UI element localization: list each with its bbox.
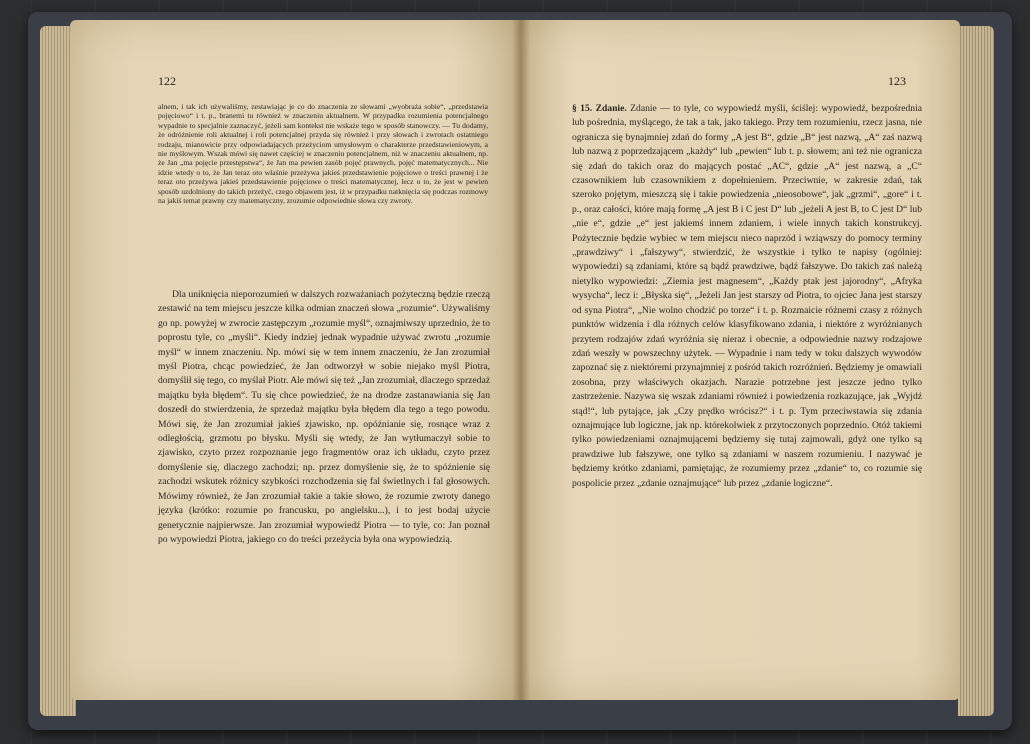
small-print-text: alnem, i tak ich używaliśmy, zestawiając je co do znaczenia ze słowami „wyobraża sobie“, „przedstawia pojęciowo“ i t. p., branemi tu również w znaczeniu aktualnem. W przypadku rozumienia potencjalnego wypadnie to specjalnie zaznaczyć, jeżeli sam kontekst nie wskaże tego w sposób stanowczy. — Tu dodamy, że odróżnienie roli aktualnej i roli potencjalnej przyda się również i przy słowach i zwrotach ostatniego rodzaju, mianowicie przy odpowiadających przeżyciom umysłowym o charakterze przedstawieniowym, a nie myślowym. Wszak mówi się nawet częściej w znaczeniu potencjalnem, niż w znaczeniu aktualnem, np. że Jan „ma pojęcie przestępstwa“, że Jan ma pewien zasób pojęć prawnych, pojęć matematycznych... Nie idzie wtedy o to, że Jan teraz oto właśnie przeżywa jakieś przedstawienie pojęciowe o treści prawnej i że teraz oto przeżywa jakieś przedstawienie pojęciowe o treści matematycznej, lecz o to, że jest w pewien sposób uzdolniony do takich przeżyć, czego objawem jest, iż w przypadku natknięcia się podczas rozmowy na jakiś temat prawny czy matematyczny, zrozumie odpowiednie słowa czy zwroty. — [158, 102, 488, 206]
section-heading: § 15. Zdanie. — [572, 103, 627, 114]
right-paragraph-text: Zdanie — to tyle, co wypowiedź myśli, ściślej: wypowiedź, bezpośrednia lub pośrednia, myślącego, że tak a tak, jako takiego. Przy tem rozumieniu, rzecz jasna, nie ogranicza się bynajmniej zdań do formy „A jest B“, gdzie „B“ jest nazwą, „A“ zaś nazwą lub nazwą z poprzedzającem „każdy“ lub „pewien“ lub t. p. słowem; ani też nie ogranicza się zdań do takich oraz do mających postać „AC“, gdzie „A“ jest nazwą, a „C“ czasownikiem lub czasownikiem z dopełnieniem. Przeciwnie, w zakresie zdań, tak szeroko pojętym, mieszczą się i takie powiedzenia „nieosobowe“, jak „grzmi“, „gore“ i t. p., oraz całości, które mają formę „A jest B i C jest D“ lub „jeżeli A jest B, to C jest D“ lub „nie e“, gdzie „e“ jest jakiemś innem zdaniem, i wiele innych takich konstrukcyj. Pożytecznie będzie wybiec w tem miejscu nieco naprzód i wziąwszy do pomocy terminy „prawdziwy“ i „fałszywy“, stwierdzić, że wszystkie i tylko te napisy (ogólniej: wypowiedzi) są zdaniami, które są bądź prawdziwe, bądź fałszywe. Do takich zaś należą nietylko wypowiedzi: „Ziemia jest magnesem“, „Każdy ptak jest jajorodny“, „Afryka wysycha“, lecz i: „Błyska się“, „Jeżeli Jan jest starszy od Piotra, to ojciec Jana jest starszy od syna Piotra“, „Nie wolno chodzić po torze“ i t. p. Rozmaicie różnemi czasy z różnych punktów widzenia i dla różnych celów klasyfikowano zdania, i niektóre z wyróżnianych przytem rodzajów zdań wyróżnia się nieraz i obecnie, a odpowiednie nazwy rodzajowe zdań weszły w powszechny użytek. — Wypadnie i nam tedy w toku dalszych wywodów zapoznać się z niektóremi przynajmniej z pośród takich rozróżnień. Będziemy je omawiali zosobna, przy właściwych okazjach. Narazie potrzebne jest jeszcze jedno tylko zastrzeżenie. Nazywa się wszak zdaniami również i powiedzenia rozkazujące, jak „Wyjdź stąd!“, lub pytające, jak „Czy prędko wrócisz?“ i t. p. Tym przeciwstawia się zdania oznajmujące lub logiczne, jak np. którekolwiek z przytoczonych poprzednio. Otóż takiemi tylko powiedzeniami oznajmującemi będziemy się tutaj zajmowali, gdyż one tylko są prawdziwe lub fałszywe, one tylko są zdaniami w naszem rozumieniu. I nazywać je będziemy krótko zdaniami, pamiętając, że rozumiemy przez „zdanie“ to, co rozumie się pospolicie przez „zdanie oznajmujące“ lub przez „zdanie logiczne“. — [572, 103, 922, 489]
page-number-right: 123 — [888, 74, 906, 88]
right-body — [572, 102, 922, 491]
right-page — [520, 20, 960, 700]
right-paragraph — [572, 102, 922, 491]
left-main-paragraph: Dla uniknięcia nieporozumień w dalszych rozważaniach pożyteczną będzie rzeczą zestawić na tem miejscu jeszcze kilka odmian znaczeń słowa „rozumie“. Używaliśmy go np. powyżej w zwrocie zastępczym „rozumie myśl“, oznajmiwszy uprzednio, że to poprostu tyle, co „myśli“. Kiedy indziej jednak wypadnie używać zwrotu „rozumie myśl“ w innem znaczeniu. Np. mówi się w tem innem znaczeniu, że Jan zrozumiał myśl Piotra, chcąc powiedzieć, że Jan odtworzył w sobie niejako myśl Piotra, domyślił się tego, co myślał Piotr. Ale mówi się też „Jan zrozumiał, dlaczego sprzedaż majątku była błędem“. Tu się chce powiedzieć, że na drodze zastanawiania się Jan doszedł do stwierdzenia, że sprzedaż majątku była błędem dla tego a tego powodu. Mówi się, że Jan zrozumiał jakieś zjawisko, np. opóźnianie się, rosnące wraz z odległością, grzmotu po błysku. Myśli się wtedy, że Jan wytłumaczył sobie to zjawisko, czyto przez rozpoznanie jego fragmentów oraz ich układu, czyto przez domyślenie się, dlaczego zachodzi; np. przez domyślenie się, że to spóźnienie się zachodzi wskutek różnicy szybkości rozchodzenia się fal świetlnych i fal głosowych. Mówimy również, że Jan zrozumiał takie a takie słowo, że rozumie zwroty danego języka (krótko: rozumie po francusku, po angielsku...), i to jest bodaj użycie genetycznie najpierwsze. Jan zrozumiał wypowiedź Piotra — to tyle, co: Jan poznał po wypowiedzi Piotra, jakiego co do treści przeżycia była ona wypowiedzią. — [158, 289, 490, 545]
page-edges-right — [958, 26, 994, 716]
book-gutter — [512, 20, 530, 700]
left-body — [158, 288, 490, 547]
small-print-paragraph — [158, 102, 488, 205]
left-page — [70, 20, 520, 700]
page-number-left: 122 — [158, 74, 176, 88]
